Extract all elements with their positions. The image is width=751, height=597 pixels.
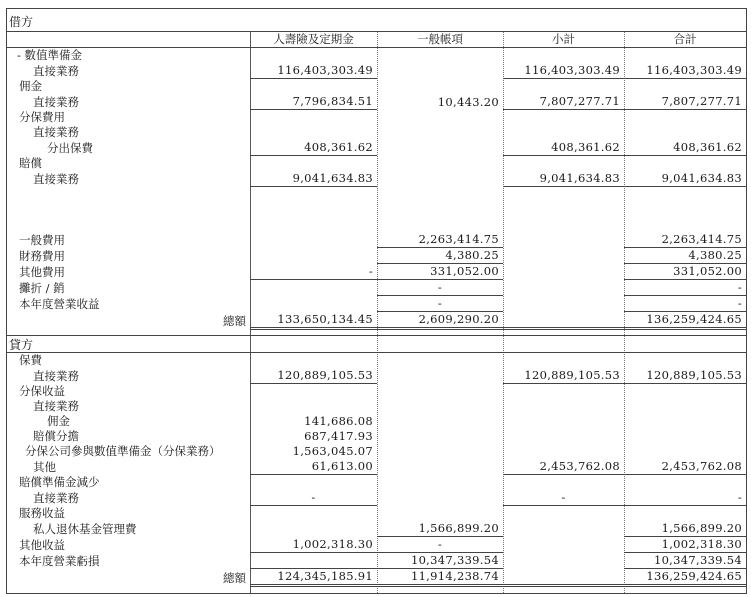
table-row xyxy=(7,264,746,280)
spacer-row xyxy=(7,202,746,217)
cell-general: 4,380.25 xyxy=(377,248,503,264)
row-label: 分出保費 xyxy=(47,140,93,155)
table-row xyxy=(7,79,746,95)
table-row xyxy=(7,368,746,384)
cell-total: 331,052.00 xyxy=(624,264,746,280)
column-header-row xyxy=(7,32,746,48)
table-row xyxy=(7,171,746,187)
cell-life: 1,563,045.07 xyxy=(292,444,373,458)
table-row xyxy=(7,459,746,475)
cell-life: 9,041,634.83 xyxy=(250,171,377,187)
cell-general: - xyxy=(377,537,503,553)
row-label: 其他收益 xyxy=(19,537,65,552)
spacer-row xyxy=(7,217,746,232)
table-row xyxy=(7,280,746,296)
row-label: 分保公司參與數值準備金（分保業務） xyxy=(25,444,221,458)
table-row xyxy=(7,156,746,172)
cell-subtotal: 120,889,105.53 xyxy=(503,368,624,384)
row-label: 直接業務 xyxy=(33,490,79,505)
row-label: 本年度營業虧損 xyxy=(19,553,100,568)
table-row xyxy=(7,296,746,312)
cell-life: 141,686.08 xyxy=(304,414,373,428)
cell-general: 2,263,414.75 xyxy=(377,232,503,248)
row-label: 佣金 xyxy=(47,414,70,428)
table-row xyxy=(7,110,746,126)
cell-general: 10,347,339.54 xyxy=(377,553,503,569)
table-row xyxy=(7,444,746,459)
table-row xyxy=(7,521,746,537)
cell-total: 4,380.25 xyxy=(624,248,746,264)
total-row xyxy=(7,312,746,329)
row-label: 財務費用 xyxy=(19,248,65,263)
row-label: 私人退休基金管理費 xyxy=(33,521,137,536)
cell-total: - xyxy=(624,280,746,296)
row-label: 攤折 / 銷 xyxy=(19,280,65,295)
cell-subtotal: - xyxy=(503,490,624,506)
total-label: 總額 xyxy=(223,570,246,585)
row-label: 直接業務 xyxy=(33,63,79,78)
row-label: 其他 xyxy=(33,459,56,474)
credit-title: 貸方 xyxy=(9,338,34,352)
ledger-frame xyxy=(6,8,747,594)
cell-total: - xyxy=(624,296,746,312)
table-row xyxy=(7,414,746,429)
table-row xyxy=(7,125,746,140)
cell-subtotal: 7,807,277.71 xyxy=(503,94,624,110)
table-row xyxy=(7,94,746,110)
row-label: 賠償 xyxy=(19,156,42,170)
col-header-subtotal: 小計 xyxy=(552,32,575,46)
row-label: 分保收益 xyxy=(19,384,65,398)
credit-table xyxy=(7,353,746,587)
cell-general: - xyxy=(377,296,503,312)
col-header-total: 合計 xyxy=(673,32,697,46)
row-label: 保費 xyxy=(19,353,42,367)
total-general: 2,609,290.20 xyxy=(377,312,503,329)
table-row xyxy=(7,353,746,368)
cell-total: 120,889,105.53 xyxy=(624,368,746,384)
cell-total: 7,807,277.71 xyxy=(624,94,746,110)
row-label: 直接業務 xyxy=(33,94,79,109)
cell-total: 1,002,318.30 xyxy=(624,537,746,553)
row-label: 佣金 xyxy=(19,79,42,93)
cell-life: 61,613.00 xyxy=(250,459,377,475)
table-row xyxy=(7,537,746,553)
debit-table xyxy=(7,32,746,330)
total-label: 總額 xyxy=(223,313,246,328)
table-row xyxy=(7,506,746,522)
cell-total: 10,347,339.54 xyxy=(624,553,746,569)
credit-top-rule xyxy=(7,335,746,336)
col-header-life: 人壽險及定期金 xyxy=(273,32,354,46)
total-total: 136,259,424.65 xyxy=(624,312,746,329)
row-label: 賠償分擔 xyxy=(33,429,79,443)
table-row xyxy=(7,429,746,444)
cell-life: 120,889,105.53 xyxy=(250,368,377,384)
table-row xyxy=(7,140,746,156)
row-label: 服務收益 xyxy=(19,506,65,520)
cell-subtotal: 2,453,762.08 xyxy=(503,459,624,475)
row-label: 直接業務 xyxy=(33,171,79,186)
cell-life: 408,361.62 xyxy=(250,140,377,156)
cell-total: 116,403,303.49 xyxy=(624,63,746,79)
table-row xyxy=(7,232,746,248)
total-row xyxy=(7,569,746,586)
cell-life: 7,796,834.51 xyxy=(250,94,377,110)
cell-subtotal: 408,361.62 xyxy=(503,140,624,156)
cell-life: 687,417.93 xyxy=(304,429,373,443)
cell-total: 9,041,634.83 xyxy=(624,171,746,187)
table-row xyxy=(7,490,746,506)
row-label: 本年度營業收益 xyxy=(19,296,100,311)
table-row xyxy=(7,384,746,400)
total-total: 136,259,424.65 xyxy=(624,569,746,586)
cell-life: 1,002,318.30 xyxy=(250,537,377,553)
cell-subtotal: 9,041,634.83 xyxy=(503,171,624,187)
row-label: 數值準備金 xyxy=(24,48,83,62)
row-label: 一般費用 xyxy=(19,232,65,247)
bullet: - xyxy=(17,48,21,62)
total-life: 133,650,134.45 xyxy=(250,312,377,329)
row-label: 直接業務 xyxy=(33,125,79,139)
table-row xyxy=(7,553,746,569)
row-label: 其他費用 xyxy=(19,264,65,279)
row-label: 直接業務 xyxy=(33,399,79,413)
cell-total: 2,263,414.75 xyxy=(624,232,746,248)
cell-general: 331,052.00 xyxy=(377,264,503,280)
cell-total: 2,453,762.08 xyxy=(624,459,746,475)
table-row xyxy=(7,63,746,79)
table-row xyxy=(7,48,746,64)
table-row xyxy=(7,475,746,491)
table-row xyxy=(7,248,746,264)
cell-general: - xyxy=(377,280,503,296)
cell-life: - xyxy=(250,264,377,280)
cell-life: - xyxy=(250,490,377,506)
spacer-row xyxy=(7,187,746,203)
cell-total: 1,566,899.20 xyxy=(624,521,746,537)
row-label: 賠償準備金減少 xyxy=(19,475,100,489)
cell-general: 10,443.20 xyxy=(437,94,499,109)
total-general: 11,914,238.74 xyxy=(377,569,503,586)
total-life: 124,345,185.91 xyxy=(250,569,377,586)
row-label: 直接業務 xyxy=(33,368,79,383)
cell-subtotal: 116,403,303.49 xyxy=(503,63,624,79)
cell-general: 1,566,899.20 xyxy=(377,521,503,537)
cell-life: 116,403,303.49 xyxy=(250,63,377,79)
cell-total: - xyxy=(624,490,746,506)
row-label: 分保費用 xyxy=(19,110,65,124)
col-header-general: 一般帳項 xyxy=(417,32,463,46)
debit-title: 借方 xyxy=(9,15,34,29)
cell-total: 408,361.62 xyxy=(624,140,746,156)
table-row xyxy=(7,399,746,414)
